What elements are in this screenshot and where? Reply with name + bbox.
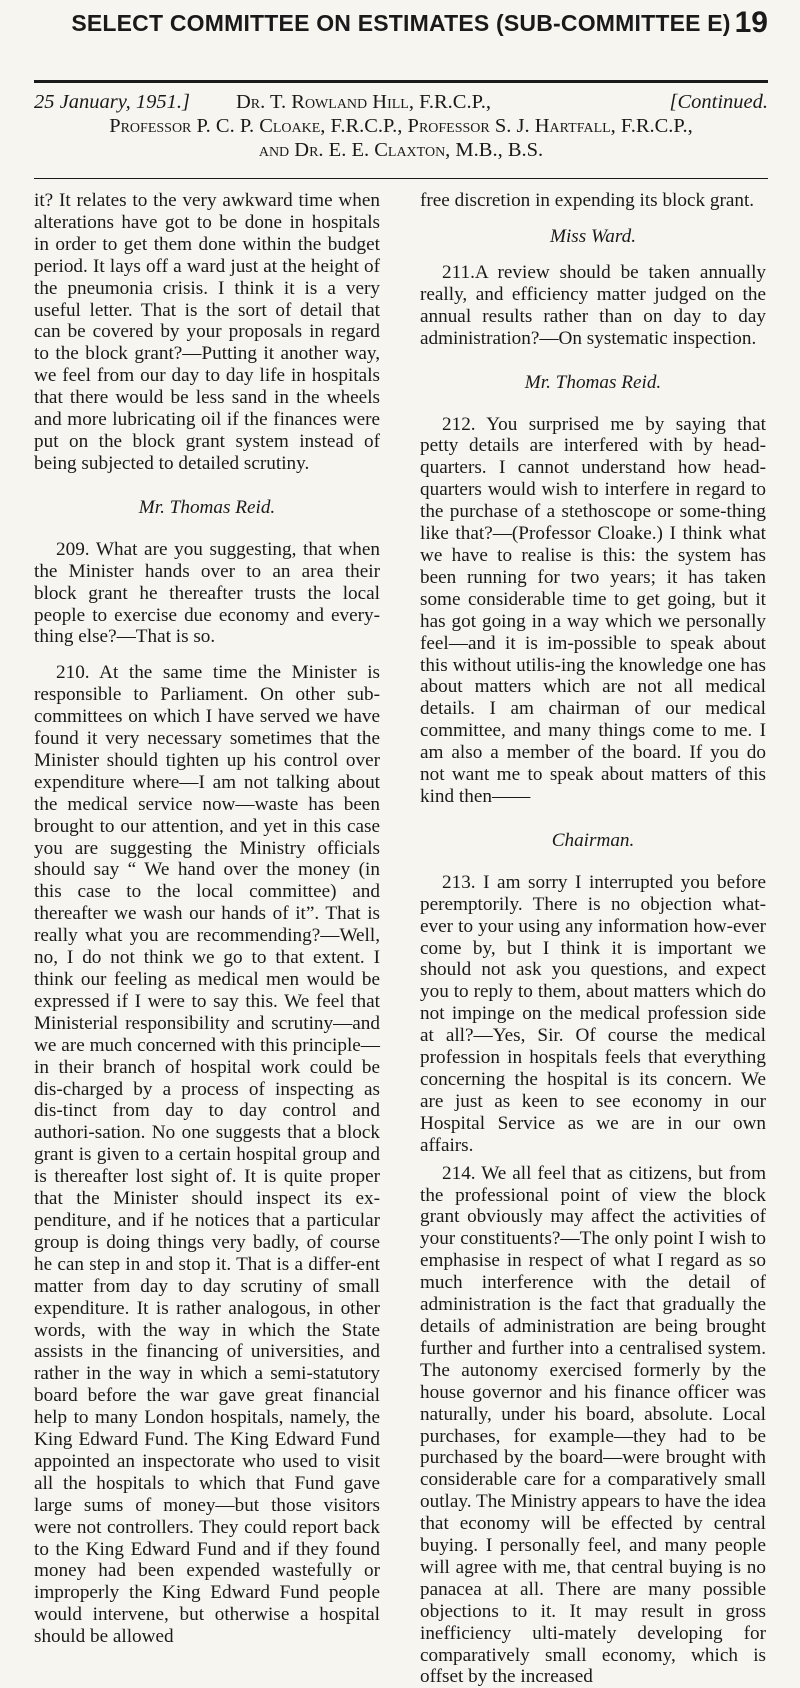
speaker-heading: Mr. Thomas Reid. (524, 371, 662, 393)
witness-line-2: Professor P. C. P. Cloake, F.R.C.P., Professor S. J. Hartfall, F.R.C.P., (109, 115, 693, 137)
witness-line-3: and Dr. E. E. Claxton, M.B., B.S. (258, 139, 544, 161)
continued-marker: [Continued. (669, 91, 768, 113)
session-date: 25 January, 1951.] (34, 91, 191, 113)
paragraph-209: 209. What are you suggesting, that when the Minister hands over to an area their block grant he thereafter trusts the local people to exercise due economy and every-thing else?—That is so. (34, 538, 380, 648)
paragraph-211: 211.A review should be taken annually really, and efficiency matter judged on the annual results rather than on day to day administration?—On systematic inspection. (420, 261, 766, 349)
page-number: 19 (734, 6, 768, 39)
speaker-heading: Miss Ward. (549, 225, 636, 247)
paragraph-continued: it? It relates to the very awkward time when alterations have got to be done in hospitals in order to get them done within the budget period. It lays off a ward just at the height of the pneumonia crisis. I think it is a very useful letter. That is the sort of detail that can be covered by your proposals in regard to the block grant?—Putting it another way, we feel from our day to day life in hospitals that there would be less sand in the wheels and more lubricating oil if the finances were put on the block grant system instead of being subjected to detailed scrutiny. (34, 190, 380, 474)
running-title: SELECT COMMITTEE ON ESTIMATES (SUB-COMMITTEE E) (71, 10, 731, 36)
paragraph-212: 212. You surprised me by saying that petty details are interfered with by head-quarters. I cannot understand how head-quarters would wish to interfere in regard to the purchase of a stethoscope or some-thing like that?—(Professor Cloake.) I think what we have to realise is this: the system has been running for two years; it has taken some considerable time to get going, but it has got going in a way which we personally feel—and it is im-possible to speak about this without utilis-ing the knowledge one has about matters which are not all medical details. I am chairman of our medical committee, and many things come to me. I am also a member of the board. If you do not want me to speak about matters of this kind then—— (420, 413, 766, 807)
header-rule (34, 80, 768, 83)
paragraph-continued: free discretion in expending its block grant. (420, 190, 755, 211)
paragraph-213: 213. I am sorry I interrupted you before peremptorily. There is no objection what-ever to your using any information how-ever come by, but I think it is important we should not ask you questions, and expect you to reply to them, about matters which do not impinge on the medical profession side at all?—Yes, Sir. Of course the medical profession in hospitals feels that everything concerning the hospital is its concern. We are just as keen to see economy in our Hospital Service as we are in our own affairs. (420, 871, 766, 1156)
right-column (420, 190, 766, 1688)
speaker-heading: Mr. Thomas Reid. (138, 496, 276, 518)
paragraph-210: 210. At the same time the Minister is responsible to Parliament. On other sub-committees on which I have served we have found it very necessary sometimes that the Minister should tighten up his control over expenditure where—I am not talking about the medical service now—waste has been brought to our attention, and yet in this case you are suggesting the Ministry officials should say “ We hand over the money (in this case to the local committee) and thereafter we wash our hands of it”. That is really what you are recommending?—Well, no, I do not think we go to that extent. I think our feeling as medical men would be expressed if I were to say this. We feel that Ministerial responsibility and scrutiny—and we are much concerned with this principle—in their branch of hospital work could be dis-charged by a process of inspecting as dis-tinct from day to day control and authori-sation. No one suggests that a block grant is given to a certain hospital group and is thereafter lost sight of. It is quite proper that the Minister should inspect its ex-penditure, and if he notices that a particular group is doing things very badly, of course he can step in and stop it. That is a differ-ent matter from day to day scrutiny of small expenditure. It is rather analogous, in other words, with the way in which the State assists in the financing of universities, and rather in the way in which a semi-statutory board before the war gave great financial help to many London hospitals, namely, the King Edward Fund. The King Edward Fund appointed an inspectorate who used to visit all the hospitals to which that Fund gave large sums of money—but those visitors were not controllers. They could report back to the King Edward Fund and if they found money had been expended wastefully or improperly the King Edward Fund people would intervene, but otherwise a hospital should be allowed (34, 662, 380, 1648)
witness-line-1: Dr. T. Rowland Hill, F.R.C.P., (236, 91, 491, 113)
left-column (34, 190, 380, 1648)
header-divider (34, 178, 768, 179)
paragraph-214: 214. We all feel that as citizens, but from the professional point of view the block grant obviously may affect the activities of your constituents?—The only point I wish to emphasise in respect of what I regard as so much interference with the detail of administration is the fact that gradually the details of administration are being brought further and further into a centralised system. The autonomy exercised formerly by the house governor and his finance officer was naturally, under his board, absolute. Local purchases, for example—they had to be purchased by the board—were brought with considerable care for a comparatively small outlay. The Ministry appears to have the idea that economy will be effected by central buying. I personally feel, and many people will agree with me, that central buying is no panacea at all. There are many possible objections to it. It may result in gross inefficiency ulti-mately developing for comparatively small economy, which is offset by the increased (420, 1162, 766, 1688)
speaker-heading: Chairman. (551, 829, 635, 851)
running-head (34, 4, 768, 48)
witness-header (34, 90, 768, 172)
